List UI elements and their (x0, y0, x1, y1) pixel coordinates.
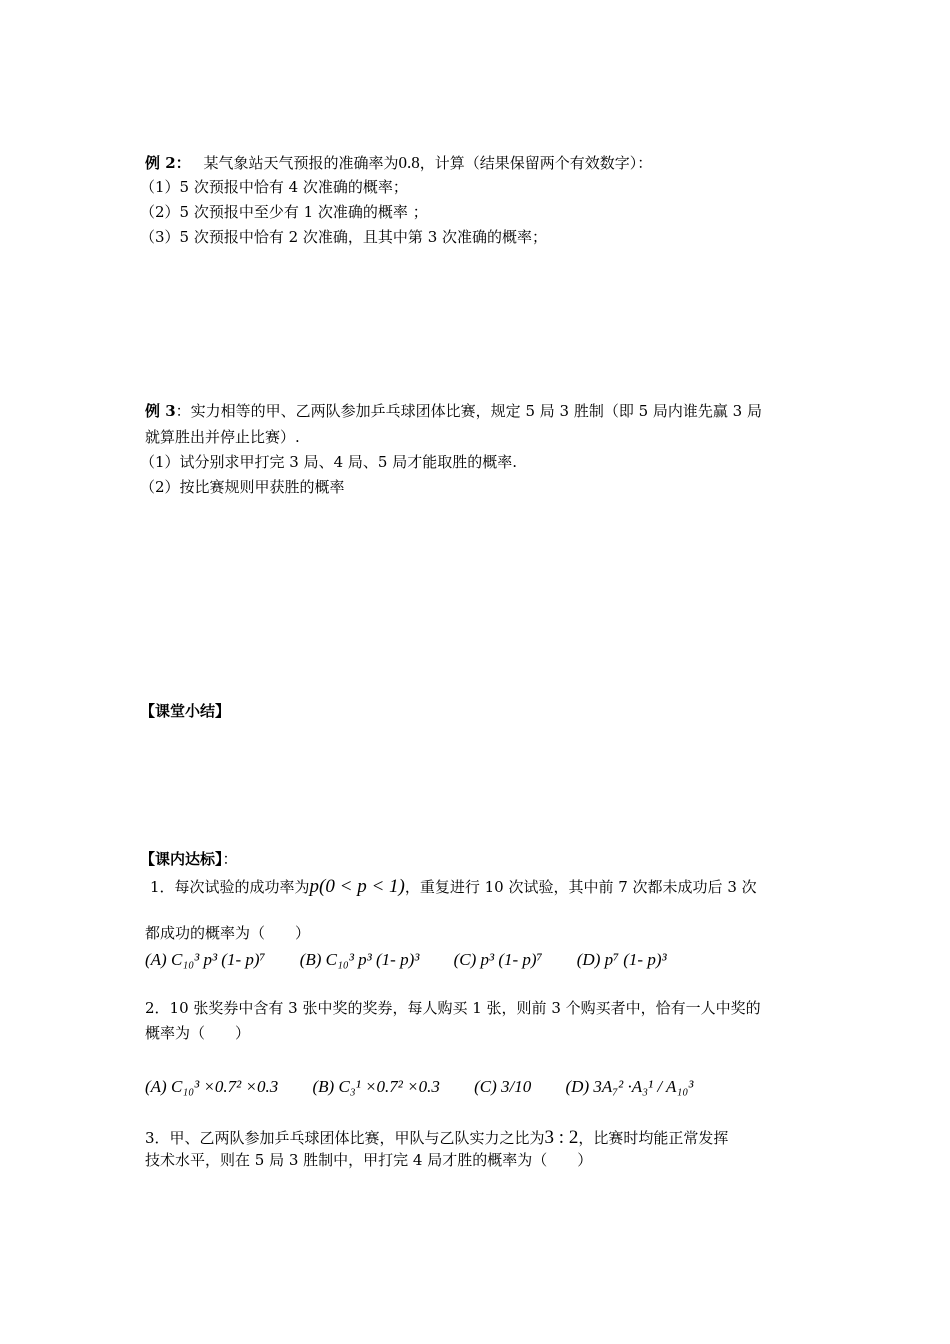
problem-1-pre: 1．每次试验的成功率为 (150, 878, 310, 896)
example-3-statement (145, 404, 762, 419)
strength-ratio: 3 : 2 (544, 1127, 579, 1148)
problem-2-option-c: (C) 3/10 (474, 1077, 532, 1096)
problem-1-statement (150, 877, 757, 896)
example-2-intro-tail: ，计算（结果保留两个有效数字）： (419, 154, 653, 172)
example-2-intro: 某气象站天气预报的准确率为 (203, 154, 399, 172)
problem-1-option-c: (C) p³ (1- p)⁷ (453, 950, 543, 969)
standards-title: 【课内达标】 (140, 850, 223, 868)
problem-3-line-2: 技术水平，则在 5 局 3 胜制中，甲打完 4 局才胜的概率为（ ） (145, 1151, 593, 1169)
problem-1-option-a: (A) C₁₀³ p³ (1- p)⁷ (145, 950, 266, 969)
problem-1-line-2: 都成功的概率为（ ） (145, 924, 311, 942)
problem-3-statement (145, 1128, 728, 1147)
problem-1-options (145, 951, 697, 968)
example-3-line-2: 就算胜出并停止比赛）. (145, 428, 300, 446)
summary-heading: 【课堂小结】 (140, 702, 231, 720)
problem-1-option-d: (D) p⁷ (1- p)³ (576, 950, 667, 969)
example-3-question-1: （1）试分别求甲打完 3 局、4 局、5 局才能取胜的概率. (140, 453, 518, 471)
example-2-question-2: （2）5 次预报中至少有 1 次准确的概率 ； (140, 203, 428, 221)
problem-3-post: ，比赛时均能正常发挥 (578, 1129, 729, 1147)
accuracy-rate: 0.8 (398, 153, 420, 172)
problem-2-line-1: 2．10 张奖券中含有 3 张中奖的奖券，每人购买 1 张，则前 3 个购买者中，恰有一人中奖的 (145, 999, 761, 1017)
problem-2-option-a: (A) C₁₀³ ×0.7² ×0.3 (145, 1077, 279, 1096)
problem-1-condition: p(0 < p < 1) (309, 876, 405, 897)
example-2-question-1: （1）5 次预报中恰有 4 次准确的概率； (140, 178, 408, 196)
example-3-label: 例 3 (145, 402, 176, 420)
example-2-statement (145, 154, 652, 171)
problem-1-post: ，重复进行 10 次试验，其中前 7 次都未成功后 3 次 (404, 878, 757, 896)
problem-2-options (145, 1078, 723, 1095)
problem-2-line-2: 概率为（ ） (145, 1024, 251, 1042)
example-2-label: 例 2： (145, 154, 191, 172)
problem-2-option-d: (D) 3A₇² ·A₃¹ / A₁₀³ (565, 1077, 694, 1096)
problem-1-option-b: (B) C₁₀³ p³ (1- p)³ (299, 950, 420, 969)
problem-3-pre: 3．甲、乙两队参加乒乓球团体比赛，甲队与乙队实力之比为 (145, 1129, 545, 1147)
problem-2-option-b: (B) C₃¹ ×0.7² ×0.3 (312, 1077, 440, 1096)
example-3-question-2: （2）按比赛规则甲获胜的概率 (140, 478, 345, 496)
standards-title-tail: ： (222, 850, 238, 868)
example-3-line-1: ：实力相等的甲、乙两队参加乒乓球团体比赛，规定 5 局 3 胜制（即 5 局内谁先赢 3 局 (175, 402, 762, 420)
standards-heading (140, 852, 238, 867)
example-2-question-3: （3）5 次预报中恰有 2 次准确，且其中第 3 次准确的概率； (140, 228, 548, 246)
